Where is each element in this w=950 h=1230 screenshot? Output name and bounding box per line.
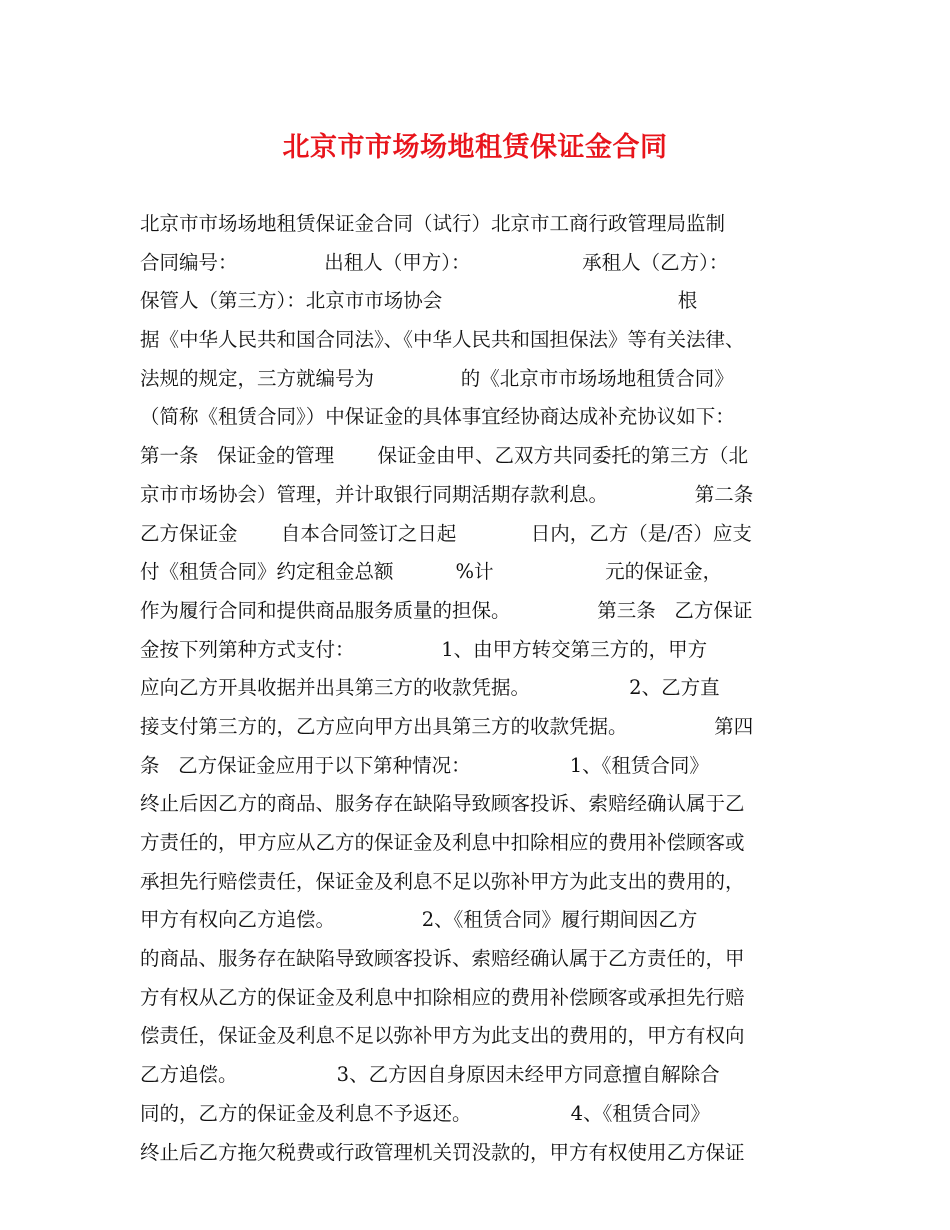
body-line: 金按下列第种方式支付： 1、由甲方转交第三方的，甲方: [140, 637, 708, 661]
body-line: （简称《租赁合同》）中保证金的具体事宜经协商达成补充协议如下：: [140, 405, 735, 429]
body-line: 的商品、服务存在缺陷导致顾客投诉、索赔经确认属于乙方责任的，甲: [140, 947, 745, 971]
body-line: 承担先行赔偿责任，保证金及利息不足以弥补甲方为此支出的费用的，: [140, 869, 745, 893]
body-line: 应向乙方开具收据并出具第三方的收款凭据。 2、乙方直: [140, 676, 720, 700]
body-line: 方责任的，甲方应从乙方的保证金及利息中扣除相应的费用补偿顾客或: [140, 831, 745, 854]
body-line: 条 乙方保证金应用于以下第种情况： 1、《租赁合同》: [140, 753, 709, 777]
body-line: 法规的规定，三方就编号为 的《北京市市场场地租赁合同》: [140, 366, 734, 390]
body-line: 据《中华人民共和国合同法》、《中华人民共和国担保法》等有关法律、: [140, 328, 745, 352]
body-line: 第一条 保证金的管理 保证金由甲、乙双方共同委托的第三方（北: [140, 444, 748, 468]
document-title: 北京市市场场地租赁保证金合同: [282, 132, 668, 163]
body-line: 偿责任，保证金及利息不足以弥补甲方为此支出的费用的，甲方有权向: [140, 1024, 745, 1048]
body-line: 乙方保证金 自本合同签订之日起 日内，乙方（是/否）应支: [140, 521, 752, 545]
body-line: 北京市市场场地租赁保证金合同（试行）北京市工商行政管理局监制: [140, 212, 726, 235]
body-line: 保管人（第三方）：北京市市场协会 根: [140, 289, 698, 313]
body-line: 作为履行合同和提供商品服务质量的担保。 第三条 乙方保证: [140, 598, 753, 622]
body-line: 付《租赁合同》约定租金总额 %计 元的保证金，: [140, 560, 723, 584]
body-line: 京市市场协会）管理，并计取银行同期活期存款利息。 第二条: [140, 482, 754, 506]
body-line: 合同编号： 出租人（甲方）： 承租人（乙方）：: [140, 250, 729, 274]
body-line: 同的，乙方的保证金及利息不予返还。 4、《租赁合同》: [140, 1101, 710, 1125]
body-line: 甲方有权向乙方追偿。 2、《租赁合同》履行期间因乙方: [140, 908, 698, 932]
body-line: 终止后因乙方的商品、服务存在缺陷导致顾客投诉、索赔经确认属于乙: [140, 792, 745, 816]
body-line: 乙方追偿。 3、乙方因自身原因未经甲方同意擅自解除合: [140, 1063, 720, 1087]
body-line: 方有权从乙方的保证金及利息中扣除相应的费用补偿顾客或承担先行赔: [140, 985, 745, 1009]
body-line: 接支付第三方的，乙方应向甲方出具第三方的收款凭据。 第四: [140, 714, 754, 738]
body-line: 终止后乙方拖欠税费或行政管理机关罚没款的，甲方有权使用乙方保证: [140, 1140, 745, 1164]
document-body: [140, 205, 812, 1172]
